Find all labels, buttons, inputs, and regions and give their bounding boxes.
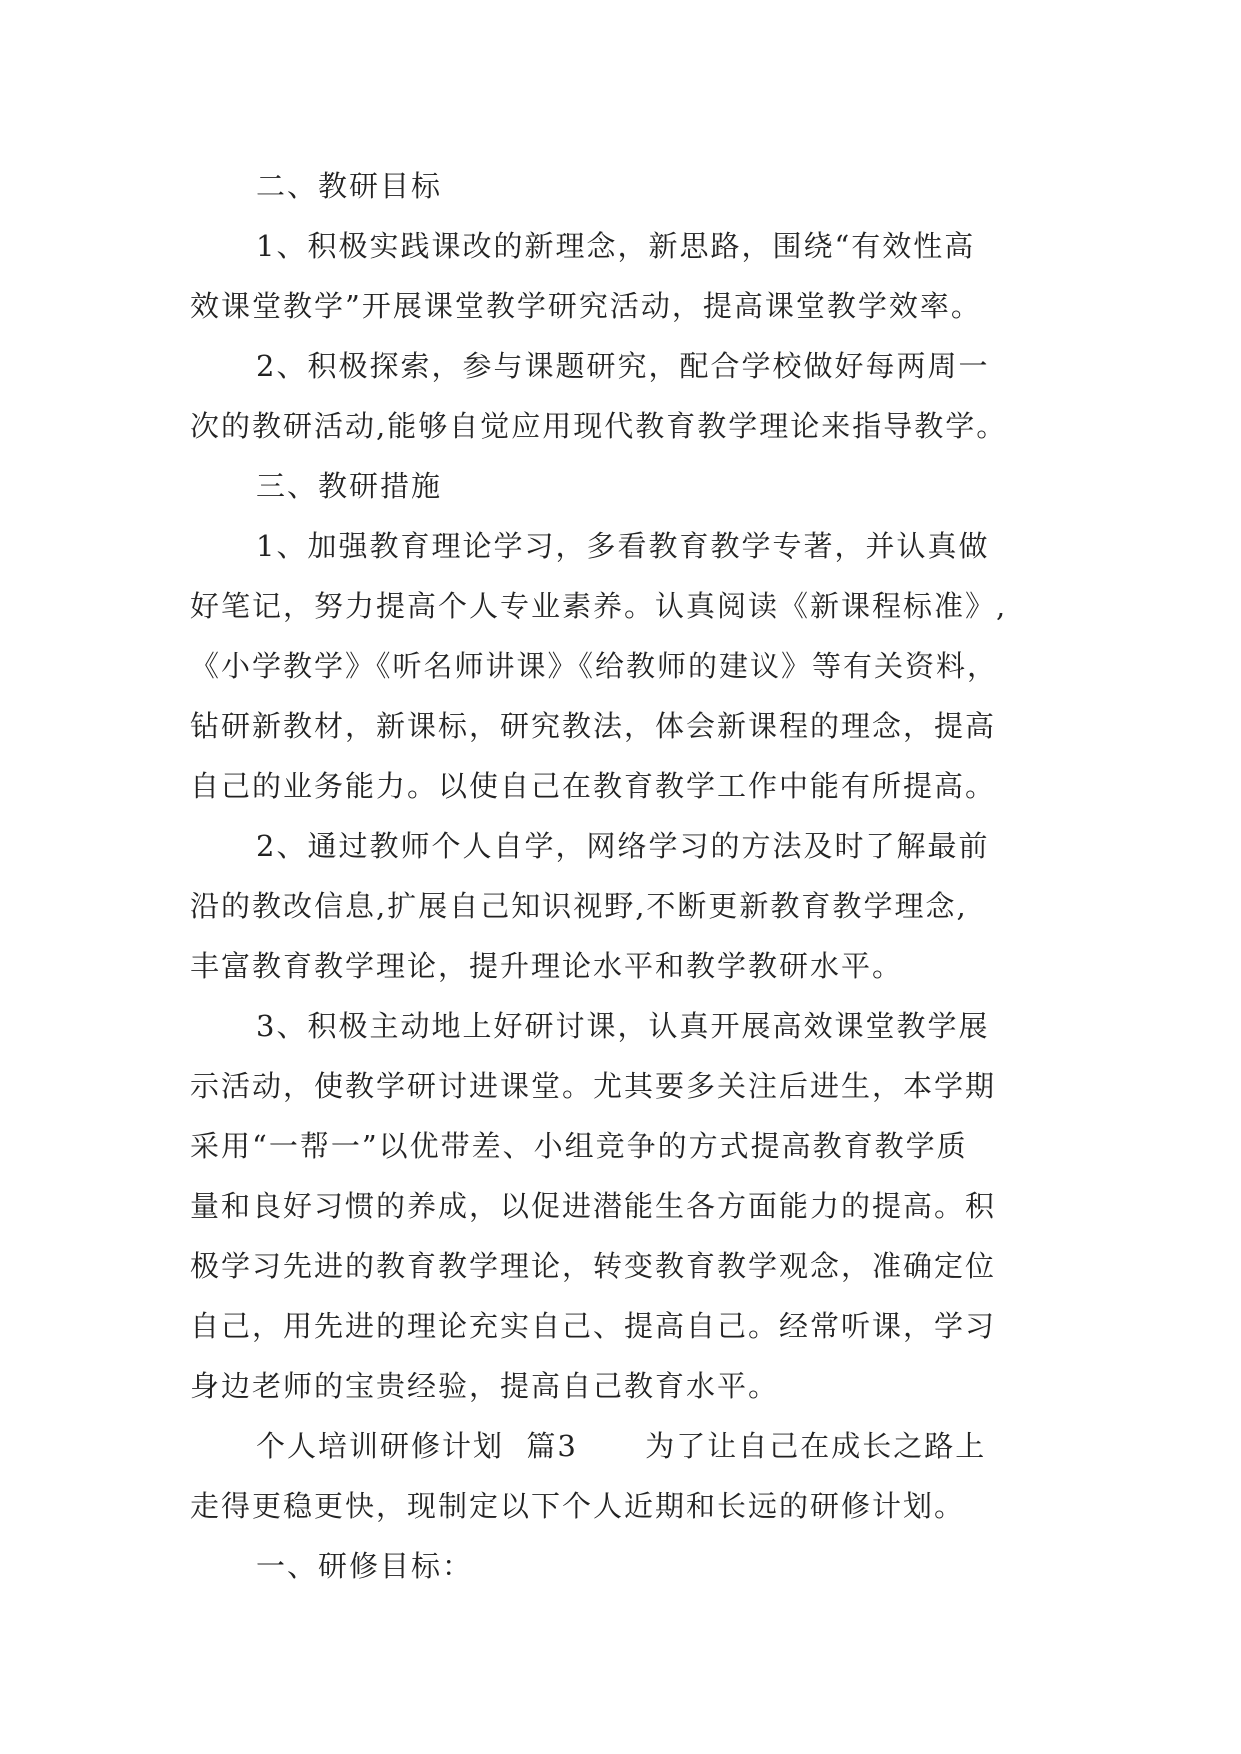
paragraph-line: 次的教研活动,能够自觉应用现代教育教学理论来指导教学。: [190, 409, 1008, 443]
paragraph-line: 1、加强教育理论学习，多看教育教学专著，并认真做: [256, 529, 990, 563]
paragraph-line: 走得更稳更快，现制定以下个人近期和长远的研修计划。: [190, 1489, 966, 1523]
document-body: [190, 156, 1070, 1596]
section-heading-teaching-goals: 二、教研目标: [256, 169, 443, 203]
section-heading-study-goals: 一、研修目标：: [256, 1549, 474, 1583]
paragraph-line: 2、通过教师个人自学，网络学习的方法及时了解最前: [256, 829, 990, 863]
paragraph-line: 3、积极主动地上好研讨课，认真开展高效课堂教学展: [256, 1009, 990, 1043]
paragraph-line: 1、积极实践课改的新理念，新思路，围绕“有效性高: [256, 229, 976, 263]
plan-heading-line: 个人培训研修计划 篇3 为了让自己在成长之路上: [256, 1429, 987, 1463]
paragraph-line: 钻研新教材，新课标，研究教法，体会新课程的理念，提高: [190, 709, 997, 743]
paragraph-line: 沿的教改信息,扩展自己知识视野,不断更新教育教学理念,: [190, 889, 968, 923]
paragraph-line: 自己，用先进的理论充实自己、提高自己。经常听课，学习: [190, 1309, 997, 1343]
paragraph-line: 2、积极探索，参与课题研究，配合学校做好每两周一: [256, 349, 990, 383]
paragraph-line: 采用“一帮一”以优带差、小组竞争的方式提高教育教学质: [190, 1129, 968, 1163]
paragraph-line: 极学习先进的教育教学理论，转变教育教学观念，准确定位: [190, 1249, 997, 1283]
paragraph-line: 好笔记，努力提高个人专业素养。认真阅读《新课程标准》,: [190, 589, 1008, 623]
paragraph-line: 丰富教育教学理论，提升理论水平和教学教研水平。: [190, 949, 904, 983]
paragraph-line: 身边老师的宝贵经验，提高自己教育水平。: [190, 1369, 780, 1403]
paragraph-line: 自己的业务能力。以使自己在教育教学工作中能有所提高。: [190, 769, 997, 803]
paragraph-line: 效课堂教学”开展课堂教学研究活动，提高课堂教学效率。: [190, 289, 982, 323]
paragraph-line: 示活动，使教学研讨进课堂。尤其要多关注后进生，本学期: [190, 1069, 997, 1103]
paragraph-line: 量和良好习惯的养成，以促进潜能生各方面能力的提高。积: [190, 1189, 997, 1223]
section-heading-teaching-measures: 三、教研措施: [256, 469, 443, 503]
paragraph-line: 《小学教学》《听名师讲课》《给教师的建议》等有关资料，: [190, 649, 999, 683]
